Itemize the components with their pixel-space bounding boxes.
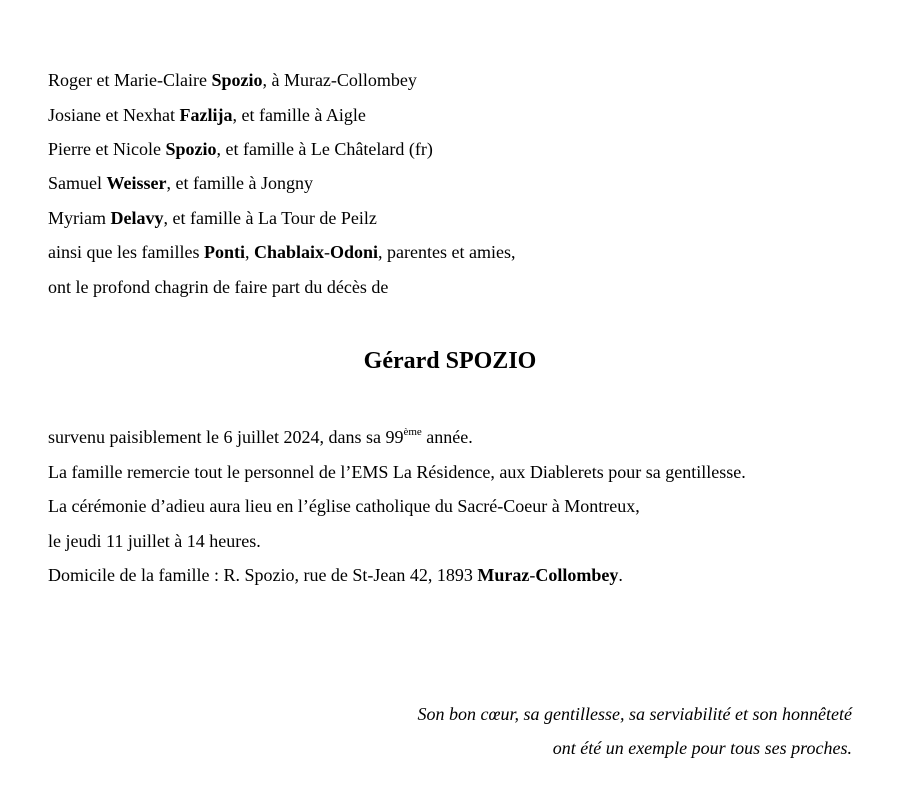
ceremony-line: La cérémonie d’adieu aura lieu en l’église catholique du Sacré-Coeur à Montreux, (48, 496, 640, 516)
domicile-line: Domicile de la famille : R. Spozio, rue de St-Jean 42, 1893 Muraz-Collombey. (48, 565, 623, 585)
death-line: survenu paisiblement le 6 juillet 2024, dans sa 99ème année. (48, 426, 473, 447)
date-line: le jeudi 11 juillet à 14 heures. (48, 531, 261, 551)
family-line-2: Josiane et Nexhat Fazlija, et famille à Aigle (48, 105, 366, 125)
family-line-3: Pierre et Nicole Spozio, et famille à Le Châtelard (fr) (48, 139, 433, 159)
thanks-line: La famille remercie tout le personnel de l’EMS La Résidence, aux Diablerets pour sa gentillesse. (48, 462, 746, 482)
family-line-1: Roger et Marie-Claire Spozio, à Muraz-Collombey (48, 70, 417, 90)
deceased-name: Gérard SPOZIO (363, 348, 537, 374)
families-line: ainsi que les familles Ponti, Chablaix-Odoni, parentes et amies, (48, 242, 516, 262)
announce-line: ont le profond chagrin de faire part du décès de (48, 277, 389, 297)
family-line-4: Samuel Weisser, et famille à Jongny (48, 173, 313, 193)
quote-line-1: Son bon cœur, sa gentillesse, sa serviabilité et son honnêteté (417, 704, 852, 724)
family-line-5: Myriam Delavy, et famille à La Tour de Peilz (48, 208, 377, 228)
quote-line-2: ont été un exemple pour tous ses proches. (552, 738, 852, 758)
